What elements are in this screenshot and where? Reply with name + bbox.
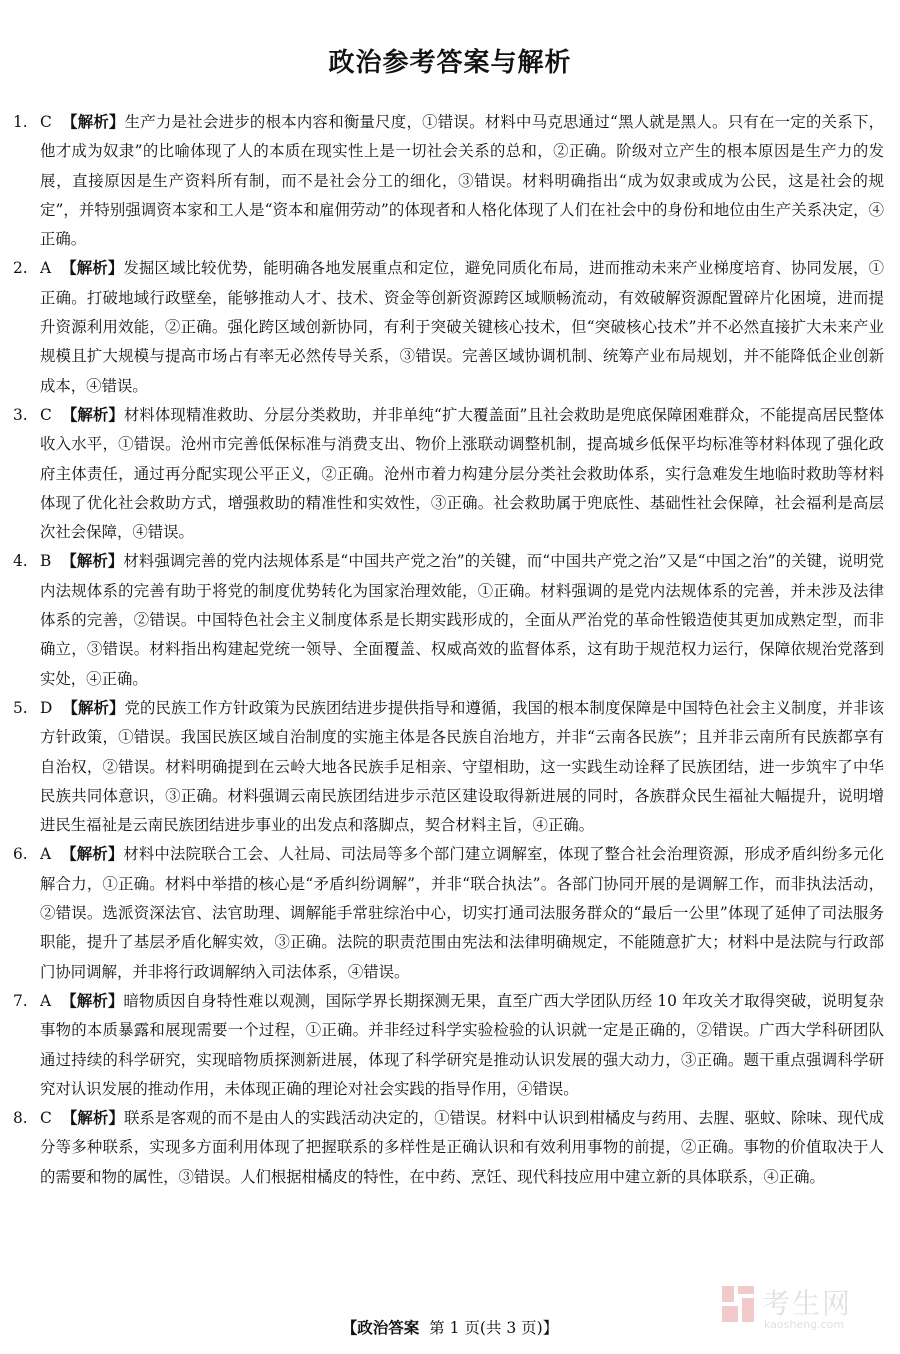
answer-item-5 (0, 694, 900, 840)
item-answer: B (40, 552, 52, 571)
answer-item-8 (0, 1104, 900, 1192)
analysis-tag: 【解析】 (61, 1109, 124, 1128)
item-number: 3. (13, 405, 28, 424)
item-answer: A (40, 991, 52, 1010)
answer-item-7 (0, 987, 900, 1104)
answer-list (0, 108, 900, 1192)
page-title: 政治参考答案与解析 (328, 48, 572, 78)
analysis-tag: 【解析】 (61, 552, 124, 571)
item-answer: D (40, 698, 53, 717)
analysis-text: 暗物质因自身特性难以观测，国际学界长期探测无果，直至广西大学团队历经 10 年攻关才取得突破，说明复杂事物的本质暴露和展现需要一个过程，①正确。并非经过科学实验检验的认识就一定是正确的，②错误。广西大学科研团队通过持续的科学研究，实现暗物质探测新进展，体现了科学研究是推动认识发展的强大动力，③正确。题干重点强调科学研究对认识发展的推动作用，未体现正确的理论对社会实践的指导作用，④错误。 (40, 991, 884, 1098)
item-number: 5. (13, 698, 28, 717)
analysis-tag: 【解析】 (61, 845, 124, 864)
item-number: 4. (13, 552, 28, 571)
answer-item-2 (0, 254, 900, 400)
footer-label: 【政治答案 (341, 1318, 420, 1337)
answer-item-1 (0, 108, 900, 254)
item-number: 1. (13, 113, 28, 131)
page-footer (0, 1316, 900, 1338)
footer-page-number: 第 1 页(共 3 页)】 (429, 1319, 559, 1337)
answer-item-3 (0, 401, 900, 547)
analysis-tag: 【解析】 (61, 405, 124, 424)
item-answer: C (40, 113, 52, 131)
item-answer: C (40, 405, 52, 424)
analysis-text: 联系是客观的而不是由人的实践活动决定的，①错误。材料中认识到柑橘皮与药用、去腥、驱蚊、除味、现代成分等多种联系，实现多方面利用体现了把握联系的多样性是正确认识和有效利用事物的前提，②正确。事物的价值取决于人的需要和物的属性，③错误。人们根据柑橘皮的特性，在中药、烹饪、现代科技应用中建立新的具体联系，④正确。 (40, 1109, 884, 1186)
watermark-brand: 考生网 (762, 1287, 853, 1320)
item-number: 6. (13, 845, 28, 864)
analysis-text: 生产力是社会进步的根本内容和衡量尺度，①错误。材料中马克思通过“黑人就是黑人。只有在一定的关系下，他才成为奴隶”的比喻体现了人的本质在现实性上是一切社会关系的总和，②正确。阶级对立产生的根本原因是生产力的发展，直接原因是生产资料所有制，而不是社会分工的细化，③错误。材料明确指出“成为奴隶或成为公民，这是社会的规定”，并特别强调资本家和工人是“资本和雇佣劳动”的体现者和人格化体现了人们在社会中的身份和地位由生产关系决定，④正确。 (40, 113, 884, 249)
item-answer: A (40, 845, 52, 864)
analysis-text: 党的民族工作方针政策为民族团结进步提供指导和遵循，我国的根本制度保障是中国特色社会主义制度，并非该方针政策，①错误。我国民族区域自治制度的实施主体是各民族自治地方，并非“云南各民族”；且并非云南所有民族都享有自治权，②错误。材料明确提到在云岭大地各民族手足相亲、守望相助，这一实践生动诠释了民族团结，进一步筑牢了中华民族共同体意识，③正确。材料强调云南民族团结进步示范区建设取得新进展的同时，各族群众民生福祉大幅提升，说明增进民生福祉是云南民族团结进步事业的出发点和落脚点，契合材料主旨，④正确。 (40, 698, 884, 835)
analysis-text: 材料体现精准救助、分层分类救助，并非单纯“扩大覆盖面”且社会救助是兜底保障困难群众，不能提高居民整体收入水平，①错误。沧州市完善低保标准与消费支出、物价上涨联动调整机制，提高城乡低保平均标准等材料体现了强化政府主体责任，通过再分配实现公平正义，②正确。沧州市着力构建分层分类社会救助体系，实行急难发生地临时救助等材料体现了优化社会救助方式，增强救助的精准性和实效性，③正确。社会救助属于兜底性、基础性社会保障，社会福利是高层次社会保障，④错误。 (40, 405, 884, 542)
analysis-tag: 【解析】 (61, 259, 124, 278)
item-answer: A (40, 259, 52, 278)
analysis-text: 材料中法院联合工会、人社局、司法局等多个部门建立调解室，体现了整合社会治理资源，形成矛盾纠纷多元化解合力，①正确。材料中举措的核心是“矛盾纠纷调解”，并非“联合执法”。各部门协同开展的是调解工作，而非执法活动，②错误。选派资深法官、法官助理、调解能手常驻综治中心，切实打通司法服务群众的“最后一公里”体现了延伸了司法服务职能，提升了基层矛盾化解实效，③正确。法院的职责范围由宪法和法律明确规定，不能随意扩大；材料中是法院与行政部门协同调解，并非将行政调解纳入司法体系，④错误。 (40, 845, 884, 981)
item-number: 7. (13, 991, 28, 1010)
watermark-url: kaosheng.com (764, 1318, 845, 1331)
analysis-tag: 【解析】 (61, 113, 125, 131)
analysis-tag: 【解析】 (61, 991, 124, 1010)
answer-item-6 (0, 840, 900, 986)
answer-item-4 (0, 547, 900, 693)
item-answer: C (40, 1109, 52, 1128)
analysis-text: 材料强调完善的党内法规体系是“中国共产党之治”的关键，而“中国共产党之治”又是“中国之治”的关键，说明党内法规体系的完善有助于将党的制度优势转化为国家治理效能，①正确。材料强调的是党内法规体系的完善，并未涉及法律体系的完善，②错误。中国特色社会主义制度体系是长期实践形成的，全面从严治党的革命性锻造使其更加成熟定型，而非确立，③错误。材料指出构建起党统一领导、全面覆盖、权威高效的监督体系，这有助于规范权力运行，保障依规治党落到实处，④正确。 (40, 552, 884, 688)
item-number: 8. (13, 1109, 28, 1128)
analysis-tag: 【解析】 (62, 698, 125, 717)
analysis-text: 发掘区域比较优势，能明确各地发展重点和定位，避免同质化布局，进而推动未来产业梯度培育、协同发展，①正确。打破地域行政壁垒，能够推动人才、技术、资金等创新资源跨区域顺畅流动，有效破解资源配置碎片化困境，进而提升资源利用效能，②正确。强化跨区域创新协同，有利于突破关键核心技术，但“突破核心技术”并不必然直接扩大未来产业规模且扩大规模与提高市场占有率无必然传导关系，③错误。完善区域协调机制、统筹产业布局规划，并不能降低企业创新成本，④错误。 (40, 259, 884, 395)
item-number: 2. (13, 259, 28, 278)
